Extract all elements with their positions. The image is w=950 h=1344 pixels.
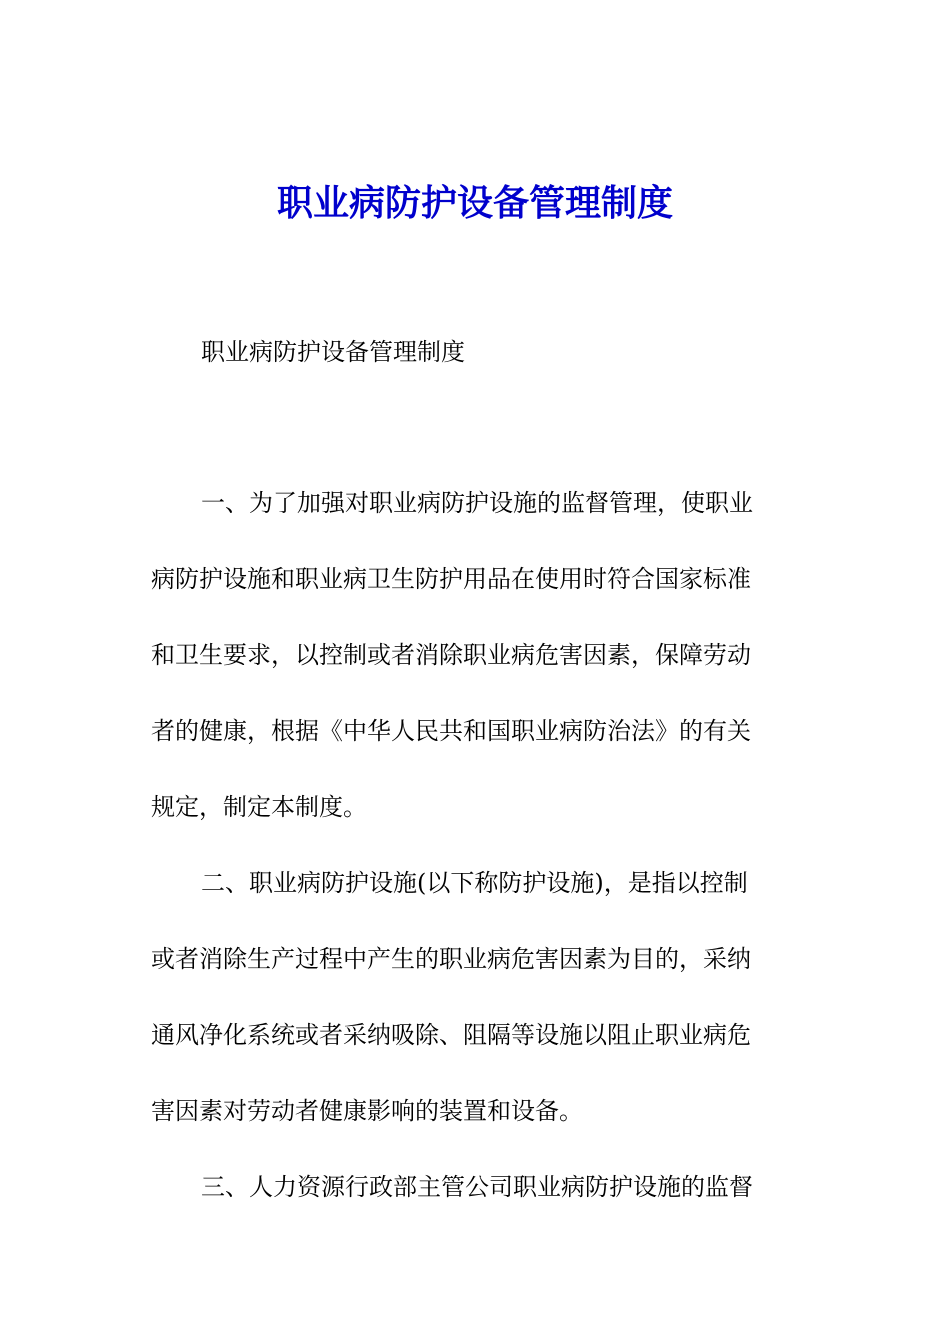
- paragraph-line: 和卫生要求，以控制或者消除职业病危害因素，保障劳动: [151, 641, 751, 669]
- paragraph-3: [151, 1162, 791, 1212]
- document-title: 职业病防护设备管理制度: [276, 182, 673, 224]
- paragraph-1: [151, 478, 791, 832]
- paragraph-2: [151, 858, 791, 1136]
- document-body: [151, 478, 791, 1238]
- document-subtitle: 职业病防护设备管理制度: [201, 338, 465, 366]
- paragraph-line: 者的健康，根据《中华人民共和国职业病防治法》的有关: [151, 717, 751, 745]
- paragraph-line: 规定，制定本制度。: [151, 793, 367, 821]
- paragraph-line: 一、为了加强对职业病防护设施的监督管理，使职业: [201, 489, 753, 517]
- paragraph-line: 病防护设施和职业病卫生防护用品在使用时符合国家标准: [151, 565, 751, 593]
- paragraph-line: 二、职业病防护设施(以下称防护设施)，是指以控制: [201, 869, 748, 897]
- paragraph-line: 三、人力资源行政部主管公司职业病防护设施的监督: [201, 1173, 753, 1201]
- paragraph-line: 害因素对劳动者健康影响的装置和设备。: [151, 1097, 583, 1125]
- paragraph-line: 通风净化系统或者采纳吸除、阻隔等设施以阻止职业病危: [151, 1021, 751, 1049]
- paragraph-line: 或者消除生产过程中产生的职业病危害因素为目的，采纳: [151, 945, 751, 973]
